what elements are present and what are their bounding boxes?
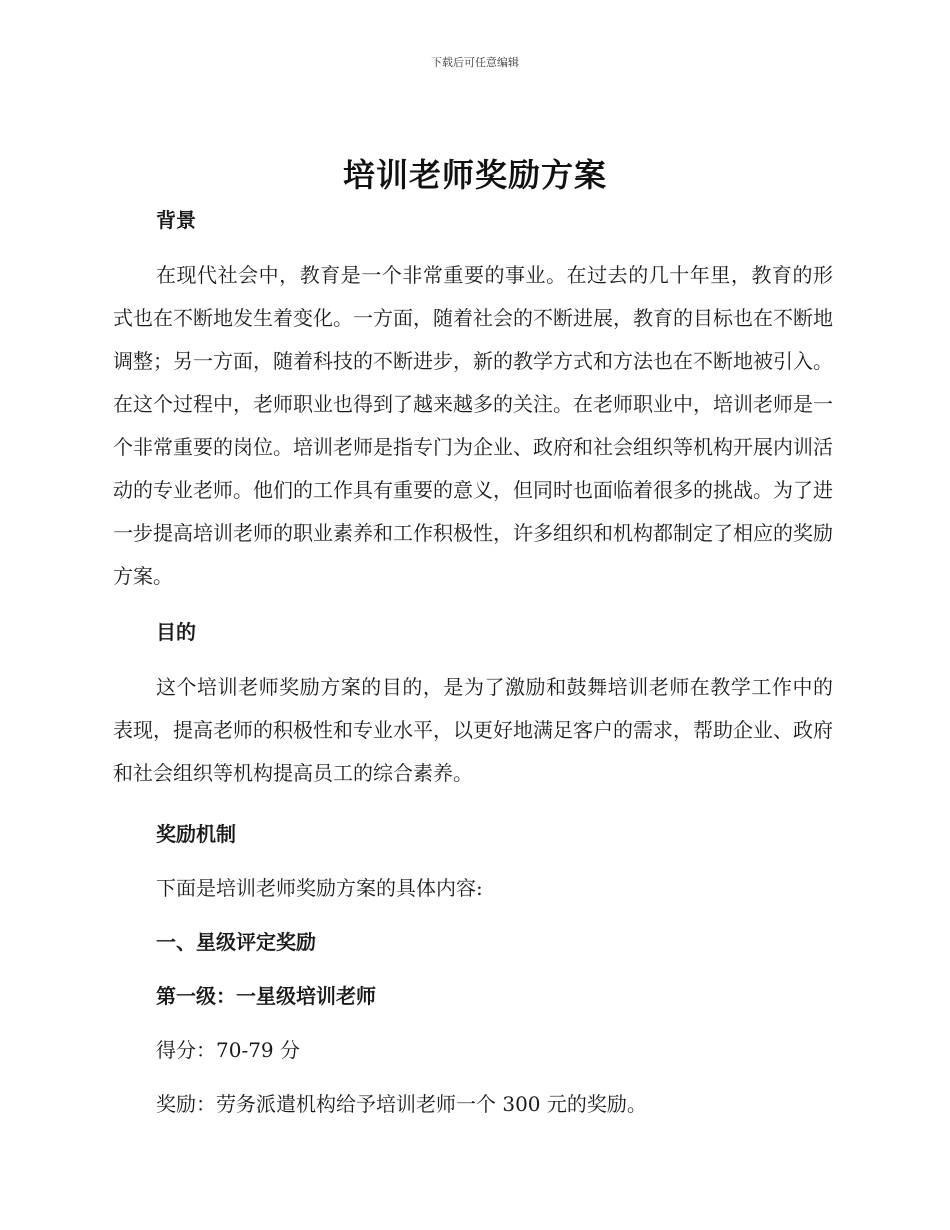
header-note: 下载后可任意编辑 — [431, 56, 519, 69]
background-heading: 背景 — [156, 208, 196, 232]
level1-reward: 奖励：劳务派遣机构给予培训老师一个 300 元的奖励。 — [156, 1092, 647, 1116]
star-rating-heading: 一、星级评定奖励 — [156, 930, 316, 954]
purpose-heading: 目的 — [156, 620, 196, 644]
level1-heading: 第一级：一星级培训老师 — [156, 984, 376, 1008]
document-body — [113, 204, 833, 1120]
level1-score: 得分：70-79 分 — [156, 1038, 301, 1062]
mechanism-heading: 奖励机制 — [156, 822, 236, 846]
mechanism-intro: 下面是培训老师奖励方案的具体内容: — [156, 876, 483, 900]
purpose-paragraph: 这个培训老师奖励方案的目的，是为了激励和鼓舞培训老师在教学工作中的表现，提高老师的积极性和专业水平，以更好地满足客户的需求，帮助企业、政府和社会组织等机构提高员工的综合素养。 — [113, 675, 833, 785]
document-title: 培训老师奖励方案 — [342, 156, 607, 194]
background-paragraph: 在现代社会中，教育是一个非常重要的事业。在过去的几十年里，教育的形式也在不断地发生着变化。一方面，随着社会的不断进展，教育的目标也在不断地调整；另一方面，随着科技的不断进步，新的教学方式和方法也在不断地被引入。在这个过程中，老师职业也得到了越来越多的关注。在老师职业中，培训老师是一个非常重要的岗位。培训老师是指专门为企业、政府和社会组织等机构开展内训活动的专业老师。他们的工作具有重要的意义，但同时也面临着很多的挑战。为了进一步提高培训老师的职业素养和工作积极性，许多组织和机构都制定了相应的奖励方案。 — [113, 263, 833, 588]
